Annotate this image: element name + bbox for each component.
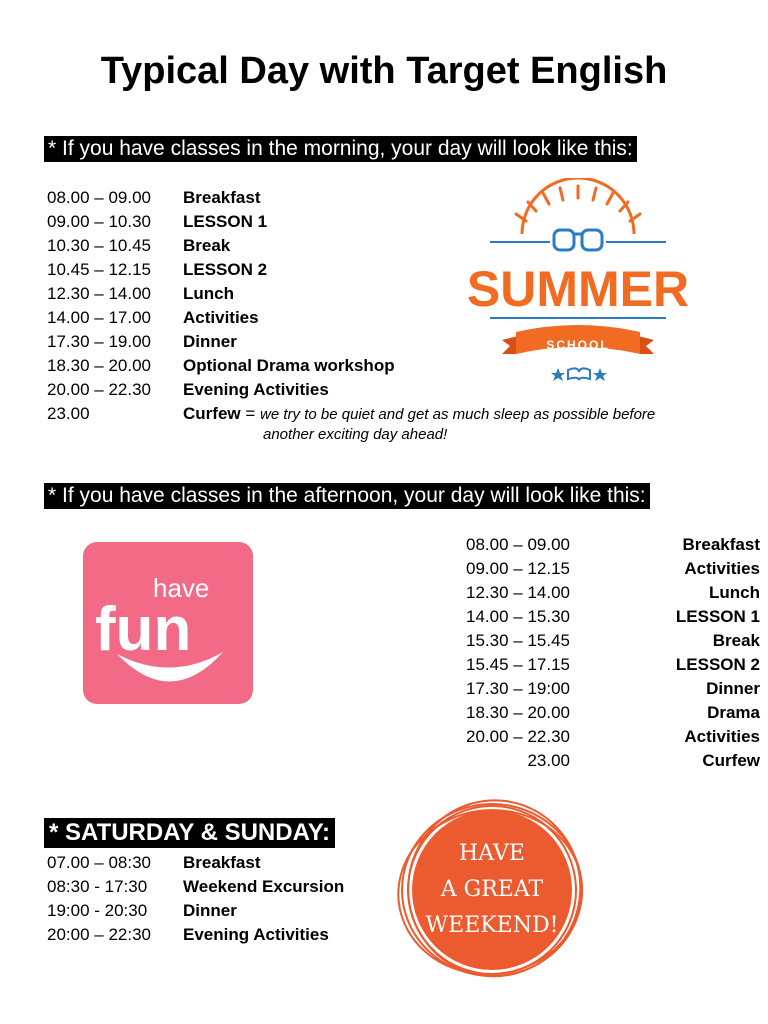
time-cell: 14.00 – 17.00 <box>47 308 151 327</box>
activity-cell: Curfew <box>702 751 760 770</box>
time-cell: 08:30 - 17:30 <box>47 877 148 896</box>
schedule-row <box>47 212 267 232</box>
activity-cell: LESSON 1 <box>183 212 268 231</box>
activity-cell: Break <box>712 631 760 650</box>
ribbon-banner <box>502 325 654 354</box>
time-cell: 12.30 – 14.00 <box>47 284 151 303</box>
time-cell: 20:00 – 22:30 <box>47 925 151 944</box>
activity-cell: Drama <box>707 703 760 722</box>
weekend-banner: * SATURDAY & SUNDAY: <box>44 818 335 848</box>
time-cell: 23.00 <box>527 751 570 770</box>
time-cell: 23.00 <box>47 404 90 423</box>
time-cell: 07.00 – 08:30 <box>47 853 151 872</box>
activity-cell: Dinner <box>706 679 760 698</box>
morning-banner: * If you have classes in the morning, your day will look like this: <box>44 136 637 162</box>
activity-cell: Break <box>183 236 231 255</box>
activity-cell: Breakfast <box>183 853 261 872</box>
schedule-row <box>47 260 267 280</box>
activity-cell: Lunch <box>183 284 234 303</box>
time-cell: 12.30 – 14.00 <box>466 583 570 602</box>
school-word: SCHOOL <box>546 338 610 352</box>
time-cell: 18.30 – 20.00 <box>47 356 151 375</box>
activity-cell: Optional Drama workshop <box>183 356 395 375</box>
activity-cell: Dinner <box>183 901 237 920</box>
schedule-row-curfew <box>47 404 655 425</box>
have-word: have <box>153 573 210 603</box>
activity-cell: Activities <box>684 727 760 746</box>
have-fun-graphic <box>83 542 253 704</box>
time-cell: 17.30 – 19:00 <box>466 679 570 698</box>
great-weekend-logo <box>392 798 592 982</box>
time-cell: 17.30 – 19.00 <box>47 332 151 351</box>
curfew-note: we try to be quiet and get as much sleep as possible before <box>260 406 656 423</box>
stars-book-icon <box>551 368 607 381</box>
activity-cell: LESSON 2 <box>675 655 760 674</box>
time-cell: 20.00 – 22.30 <box>466 727 570 746</box>
schedule-row <box>47 284 234 304</box>
activity-cell: Evening Activities <box>183 925 329 944</box>
schedule-row <box>47 188 261 208</box>
summer-word: SUMMER <box>466 261 690 317</box>
activity-cell: Lunch <box>709 583 760 602</box>
schedule-row <box>47 236 230 256</box>
fun-word: fun <box>95 595 192 664</box>
afternoon-banner: * If you have classes in the afternoon, your day will look like this: <box>44 483 650 509</box>
time-cell: 18.30 – 20.00 <box>466 703 570 722</box>
schedule-row <box>47 853 261 873</box>
curfew-equals: = <box>245 404 256 423</box>
activity-cell: Breakfast <box>183 188 261 207</box>
activity-cell: Activities <box>183 308 259 327</box>
schedule-row <box>47 332 237 352</box>
schedule-row <box>47 901 237 921</box>
weekend-line-1: HAVE <box>459 841 525 866</box>
time-cell: 15.30 – 15.45 <box>466 631 570 650</box>
time-cell: 15.45 – 17.15 <box>466 655 570 674</box>
time-cell: 19:00 - 20:30 <box>47 901 148 920</box>
time-cell: 10.30 – 10.45 <box>47 236 151 255</box>
have-fun-logo <box>83 542 253 704</box>
activity-cell: Weekend Excursion <box>183 877 345 896</box>
summer-school-logo <box>460 178 700 383</box>
time-cell: 10.45 – 12.15 <box>47 260 151 279</box>
weekend-line-3: WEEKEND! <box>425 913 559 938</box>
time-cell: 08.00 – 09.00 <box>47 188 151 207</box>
schedule-row <box>47 877 344 897</box>
curfew-note-continued: another exciting day ahead! <box>263 426 448 443</box>
activity-cell: Breakfast <box>682 535 760 554</box>
schedule-row <box>47 308 259 328</box>
activity-cell: Dinner <box>183 332 237 351</box>
time-cell: 20.00 – 22.30 <box>47 380 151 399</box>
sun-rays-icon <box>516 186 640 221</box>
time-cell: 09.00 – 12.15 <box>466 559 570 578</box>
schedule-row <box>47 356 395 376</box>
glasses-icon <box>554 230 602 250</box>
activity-cell: Activities <box>684 559 760 578</box>
activity-cell: Curfew <box>183 404 241 423</box>
time-cell: 14.00 – 15.30 <box>466 607 570 626</box>
page-title: Typical Day with Target English <box>100 50 668 92</box>
time-cell: 08.00 – 09.00 <box>466 535 570 554</box>
activity-cell: LESSON 2 <box>183 260 268 279</box>
schedule-row <box>47 925 329 945</box>
activity-cell: Evening Activities <box>183 380 329 399</box>
weekend-line-2: A GREAT <box>440 877 544 902</box>
schedule-row <box>47 380 329 400</box>
time-cell: 09.00 – 10.30 <box>47 212 151 231</box>
activity-cell: LESSON 1 <box>675 607 760 626</box>
